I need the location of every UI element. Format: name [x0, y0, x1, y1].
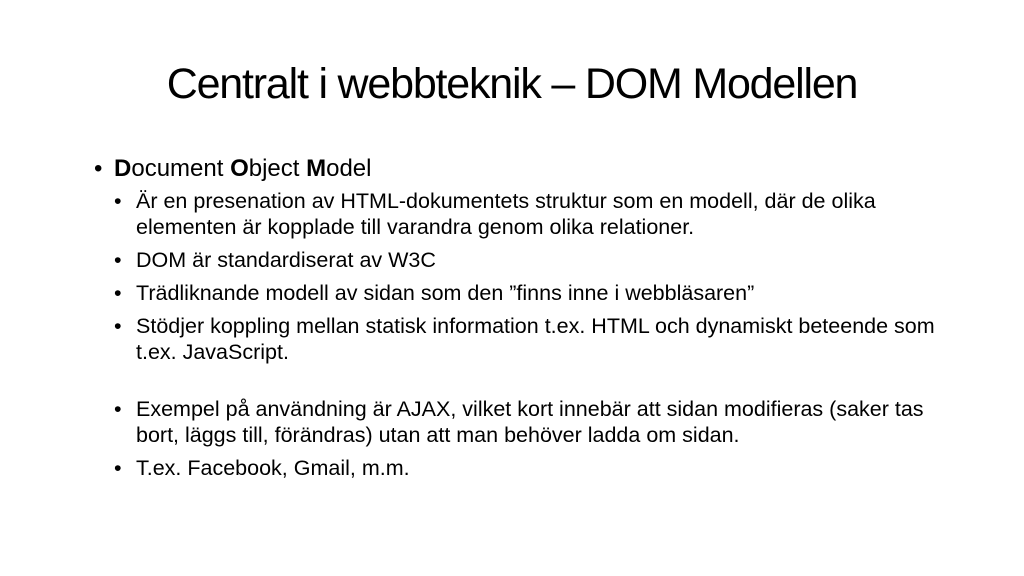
- sub-point-text: Trädliknande modell av sidan som den ”finns inne i webbläsaren”: [136, 281, 755, 305]
- main-point-text: odel: [326, 155, 372, 182]
- bullet-marker: •: [114, 456, 122, 480]
- bullet-marker: •: [114, 314, 122, 338]
- slide-title: Centralt i webbteknik – DOM Modellen: [166, 60, 858, 108]
- sub-bullet-point: [114, 455, 936, 481]
- sub-bullet-point: [114, 396, 936, 448]
- sub-bullet-point: [114, 188, 936, 240]
- sub-bullet-point: [114, 280, 936, 306]
- sub-point-text: Är en presenation av HTML-dokumentets struktur som en modell, där de olika elementen är kopplade till varandra genom olika relationer.: [136, 189, 876, 239]
- sub-point-text: DOM är standardiserat av W3C: [136, 248, 436, 272]
- main-bullet-point: [94, 152, 974, 186]
- bullet-marker: •: [114, 281, 122, 305]
- acronym-letter-m: M: [306, 155, 327, 182]
- sub-bullet-point: [114, 313, 936, 365]
- sub-point-text: T.ex. Facebook, Gmail, m.m.: [136, 456, 410, 480]
- sub-point-text: Exempel på användning är AJAX, vilket kort innebär att sidan modifieras (saker tas bort, läggs till, förändras) utan att man behöver ladda om sidan.: [136, 397, 924, 447]
- sub-bullet-list: [94, 188, 974, 481]
- bullet-marker: •: [94, 155, 103, 182]
- slide-content: [94, 152, 974, 488]
- acronym-letter-d: D: [114, 155, 132, 182]
- acronym-letter-o: O: [230, 155, 249, 182]
- bullet-marker: •: [114, 397, 122, 421]
- main-point-text: ocument: [131, 155, 231, 182]
- bullet-marker: •: [114, 248, 122, 272]
- sub-point-text: Stödjer koppling mellan statisk information t.ex. HTML och dynamiskt beteende som t.ex. JavaScript.: [136, 314, 935, 364]
- bullet-marker: •: [114, 189, 122, 213]
- main-point-text: bject: [248, 155, 307, 182]
- sub-bullet-point: [114, 247, 936, 273]
- spacer: [94, 372, 974, 396]
